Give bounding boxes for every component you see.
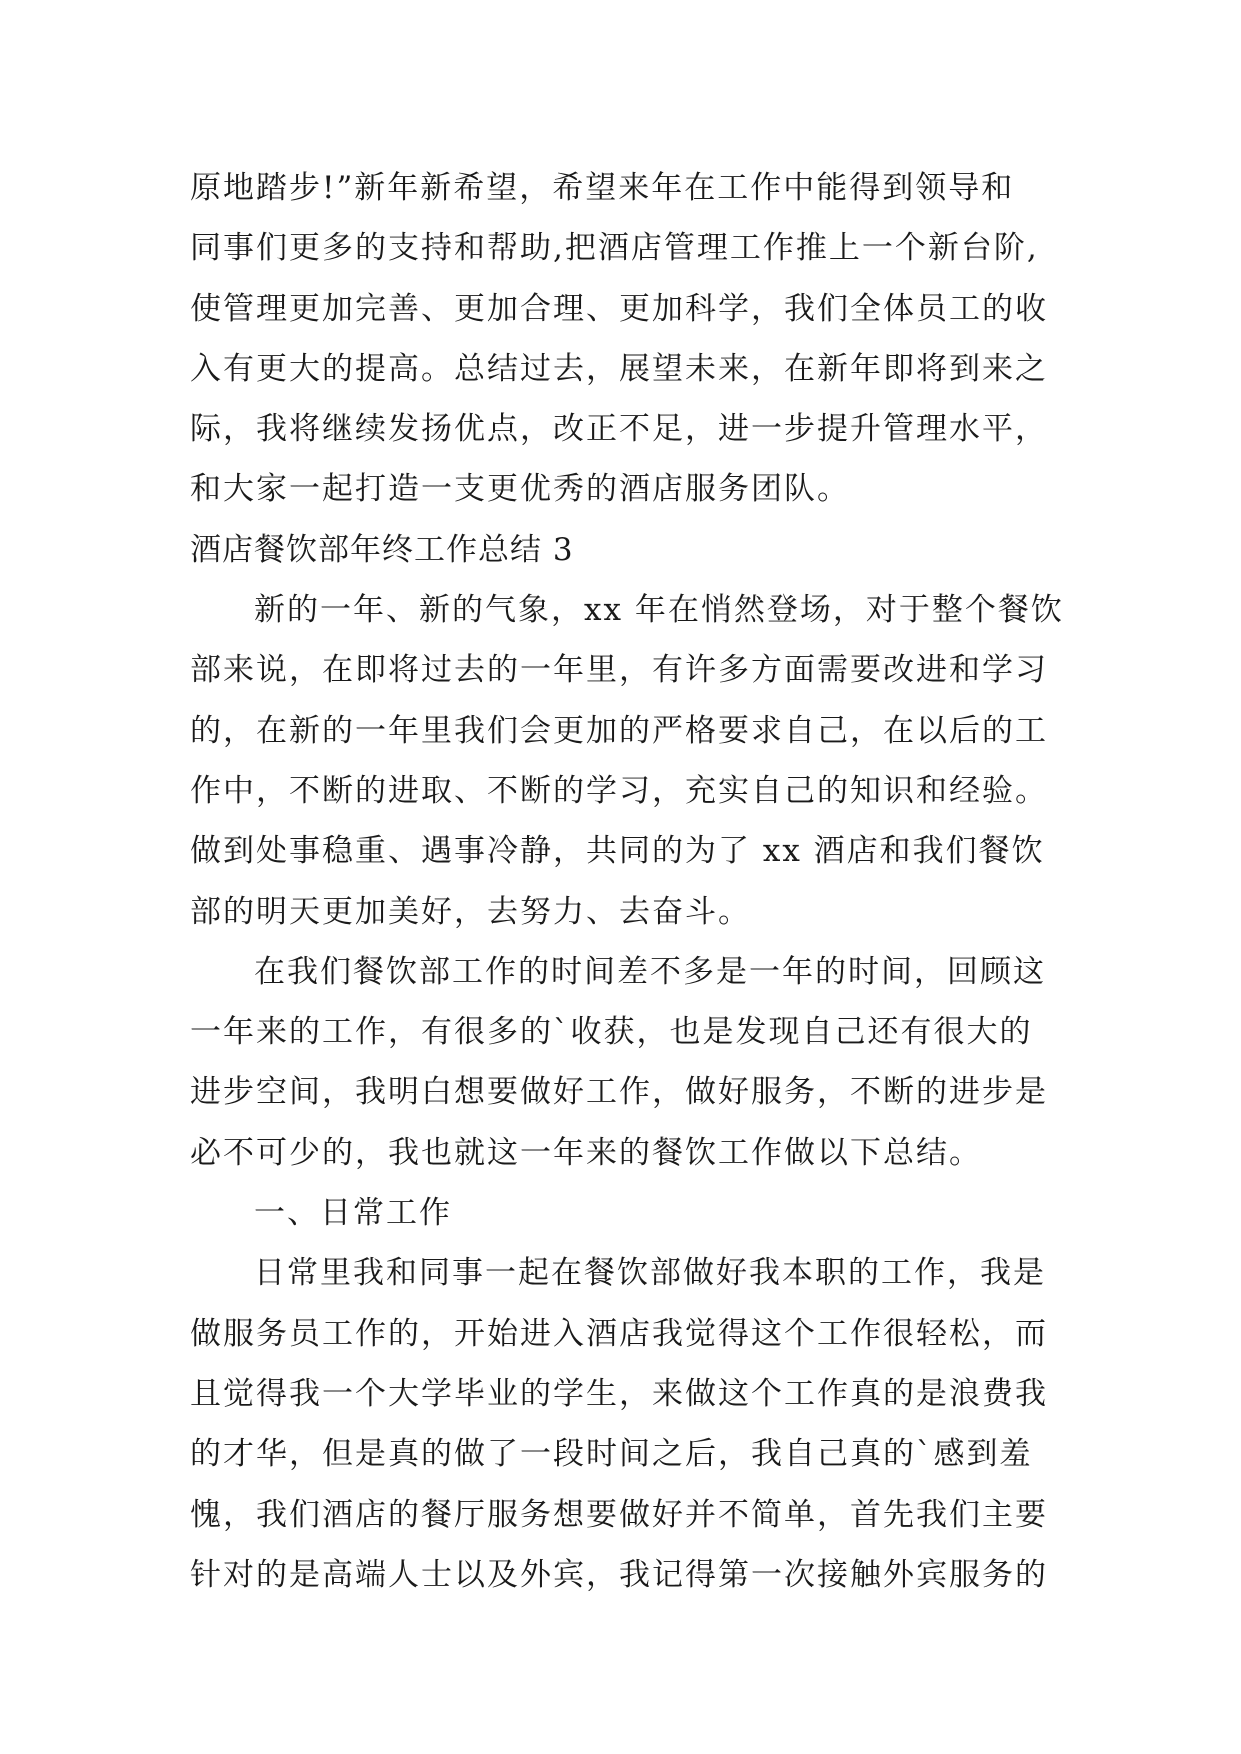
- text-line: 同事们更多的支持和帮助,把酒店管理工作推上一个新台阶,: [190, 230, 1039, 267]
- text-line: 和大家一起打造一支更优秀的酒店服务团队。: [190, 471, 850, 508]
- text-line: 一年来的工作，有很多的`收获，也是发现自己还有很大的: [190, 1014, 1033, 1051]
- text-line: 作中，不断的进取、不断的学习，充实自己的知识和经验。: [190, 772, 1048, 809]
- section-heading: 酒店餐饮部年终工作总结 3: [190, 531, 574, 568]
- text-line: 做到处事稳重、遇事冷静，共同的为了 xx 酒店和我们餐饮: [190, 833, 1045, 870]
- text-line: 愧，我们酒店的餐厅服务想要做好并不简单，首先我们主要: [190, 1496, 1048, 1533]
- text-line: 在我们餐饮部工作的时间差不多是一年的时间，回顾这: [254, 953, 1046, 990]
- text-line: 新的一年、新的气象，xx 年在悄然登场，对于整个餐饮: [254, 592, 1064, 629]
- subsection-heading: 一、日常工作: [254, 1195, 452, 1232]
- text-line: 日常里我和同事一起在餐饮部做好我本职的工作，我是: [254, 1255, 1046, 1292]
- text-line: 进步空间，我明白想要做好工作，做好服务，不断的进步是: [190, 1074, 1048, 1111]
- text-line: 做服务员工作的，开始进入酒店我觉得这个工作很轻松，而: [190, 1315, 1048, 1352]
- text-line: 使管理更加完善、更加合理、更加科学，我们全体员工的收: [190, 290, 1048, 327]
- text-line: 必不可少的，我也就这一年来的餐饮工作做以下总结。: [190, 1134, 982, 1171]
- text-line: 部来说，在即将过去的一年里，有许多方面需要改进和学习: [190, 652, 1048, 689]
- text-line: 部的明天更加美好，去努力、去奋斗。: [190, 893, 751, 930]
- text-line: 的，在新的一年里我们会更加的严格要求自己，在以后的工: [190, 712, 1048, 749]
- text-line: 的才华，但是真的做了一段时间之后，我自己真的`感到羞: [190, 1436, 1033, 1473]
- text-line: 际，我将继续发扬优点，改正不足，进一步提升管理水平，: [190, 411, 1048, 448]
- text-line: 针对的是高端人士以及外宾，我记得第一次接触外宾服务的: [190, 1556, 1048, 1593]
- text-line: 入有更大的提高。总结过去，展望未来，在新年即将到来之: [190, 350, 1048, 387]
- text-line: 原地踏步!”新年新希望，希望来年在工作中能得到领导和: [190, 170, 1015, 206]
- document-body: [190, 158, 1090, 1605]
- text-line: 且觉得我一个大学毕业的学生，来做这个工作真的是浪费我: [190, 1375, 1048, 1412]
